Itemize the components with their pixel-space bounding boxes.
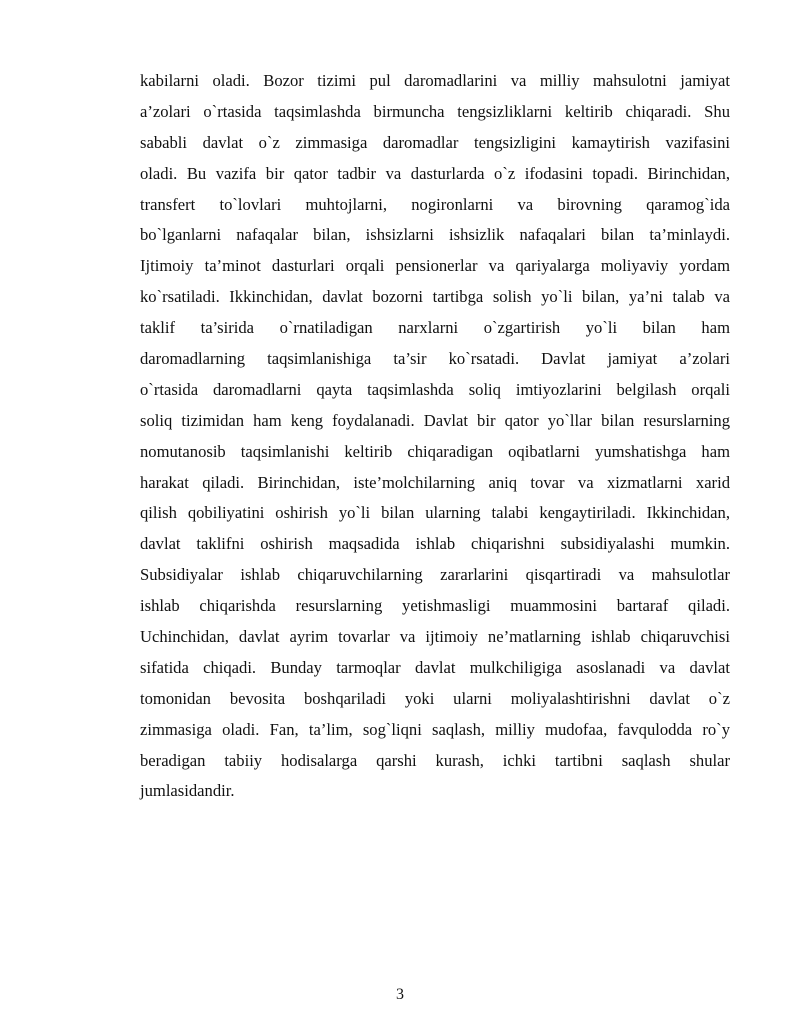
text-line: bo`lganlarni nafaqalar bilan, ishsizlarni ishsizlik nafaqalari bilan ta’minlaydi. — [140, 225, 730, 245]
text-line: ko`rsatiladi. Ikkinchidan, davlat bozorni tartibga solish yo`li bilan, ya’ni talab va — [140, 287, 730, 307]
body-paragraph — [140, 66, 730, 807]
text-line: jumlasidandir. — [140, 781, 235, 801]
text-line: transfert to`lovlari muhtojlarni, nogironlarni va birovning qaramog`ida — [140, 194, 730, 214]
text-line: sababli davlat o`z zimmasiga daromadlar tengsizligini kamaytirish vazifasini — [140, 132, 730, 152]
text-line: soliq tizimidan ham keng foydalanadi. Davlat bir qator yo`llar bilan resurslarning — [140, 410, 730, 430]
text-line: oladi. Bu vazifa bir qator tadbir va dasturlarda o`z ifodasini topadi. Birinchidan, — [140, 163, 730, 183]
text-line: ishlab chiqarishda resurslarning yetishmasligi muammosini bartaraf qiladi. — [140, 596, 730, 616]
text-line: o`rtasida daromadlarni qayta taqsimlashda soliq imtiyozlarini belgilash orqali — [140, 379, 730, 399]
text-line: kabilarni oladi. Bozor tizimi pul daromadlarini va milliy mahsulotni jamiyat — [140, 71, 730, 90]
text-line: qilish qobiliyatini oshirish yo`li bilan ularning talabi kengaytiriladi. Ikkinchidan, — [140, 503, 730, 523]
text-line: beradigan tabiiy hodisalarga qarshi kurash, ichki tartibni saqlash shular — [140, 750, 730, 770]
text-line: Uchinchidan, davlat ayrim tovarlar va ijtimoiy ne’matlarning ishlab chiqaruvchisi — [140, 627, 730, 647]
text-line: sifatida chiqadi. Bunday tarmoqlar davlat mulkchiligiga asoslanadi va davlat — [140, 657, 730, 677]
text-line: taklif ta’sirida o`rnatiladigan narxlarni o`zgartirish yo`li bilan ham — [140, 318, 730, 338]
text-line: nomutanosib taqsimlanishi keltirib chiqaradigan oqibatlarni yumshatishga ham — [140, 441, 730, 461]
text-line: daromadlarning taqsimlanishiga ta’sir ko`rsatadi. Davlat jamiyat a’zolari — [140, 349, 730, 369]
text-line: Ijtimoiy ta’minot dasturlari orqali pensionerlar va qariyalarga moliyaviy yordam — [140, 256, 730, 276]
text-line: Subsidiyalar ishlab chiqaruvchilarning zararlarini qisqartiradi va mahsulotlar — [140, 565, 730, 585]
text-line: davlat taklifni oshirish maqsadida ishlab chiqarishni subsidiyalashi mumkin. — [140, 534, 730, 554]
page-number: 3 — [396, 986, 404, 1003]
text-line: a’zolari o`rtasida taqsimlashda birmuncha tengsizliklarni keltirib chiqaradi. Shu — [140, 101, 730, 121]
text-line: zimmasiga oladi. Fan, ta’lim, sog`liqni saqlash, milliy mudofaa, favqulodda ro`y — [140, 719, 730, 739]
text-line: tomonidan bevosita boshqariladi yoki ularni moliyalashtirishni davlat o`z — [140, 688, 730, 708]
text-line: harakat qiladi. Birinchidan, iste’molchilarning aniq tovar va xizmatlarni xarid — [140, 472, 730, 492]
